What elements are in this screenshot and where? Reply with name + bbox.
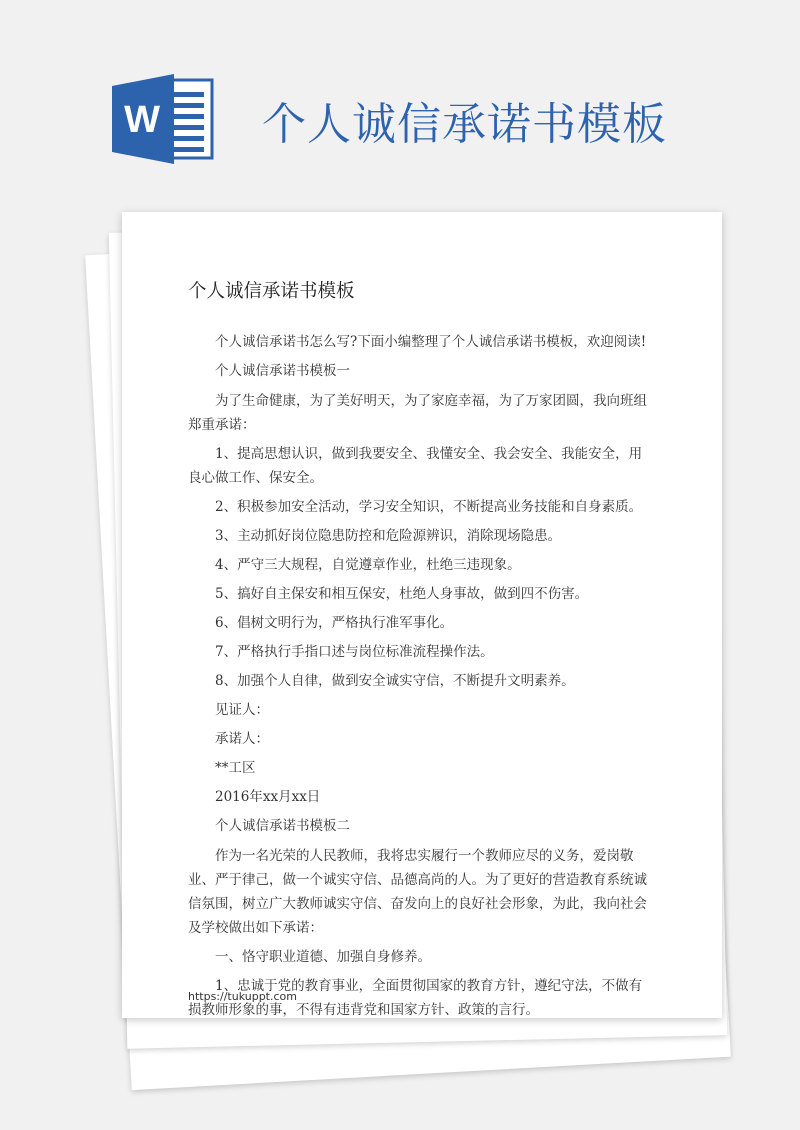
logo-letter: W xyxy=(124,99,160,141)
footer-url: https://tukuppt.com xyxy=(188,990,297,1003)
document-page xyxy=(122,212,722,1018)
intro-paragraph: 个人诚信承诺书怎么写?下面小编整理了个人诚信承诺书模板，欢迎阅读! xyxy=(215,334,647,350)
list-item: 3、主动抓好岗位隐患防控和危险源辨识，消除现场隐患。 xyxy=(215,528,562,544)
promiser-line: 承诺人： xyxy=(215,731,269,747)
list-item: 5、搞好自主保安和相互保安，杜绝人身事故，做到四不伤害。 xyxy=(215,586,589,602)
document-title: 个人诚信承诺书模板 xyxy=(188,281,355,302)
list-item: 2、积极参加安全活动，学习安全知识，不断提高业务技能和自身素质。 xyxy=(215,499,643,515)
list-item: 1、忠诚于党的教育事业，全面贯彻国家的教育方针，遵纪守法，不做有损教师形象的事，不得有违背党和国家方针、政策的言行。 xyxy=(188,978,643,1018)
section-heading-1: 个人诚信承诺书模板一 xyxy=(215,363,350,379)
header-banner xyxy=(0,0,800,200)
list-item: 1、提高思想认识，做到我要安全、我懂安全、我会安全、我能安全，用良心做工作、保安全。 xyxy=(188,446,643,486)
date-line: 2016年xx月xx日 xyxy=(215,789,321,805)
list-item: 8、加强个人自律，做到安全诚实守信，不断提升文明素养。 xyxy=(215,673,575,689)
work-area-line: **工区 xyxy=(215,760,256,776)
word-document-icon xyxy=(112,74,216,164)
banner-title: 个人诚信承诺书模板 xyxy=(262,99,667,150)
list-item: 6、倡树文明行为，严格执行准军事化。 xyxy=(215,615,454,631)
list-item: 一、恪守职业道德、加强自身修养。 xyxy=(215,949,431,965)
pledge-paragraph: 为了生命健康，为了美好明天，为了家庭幸福，为了万家团圆，我向班组郑重承诺： xyxy=(188,393,647,433)
teacher-paragraph: 作为一名光荣的人民教师，我将忠实履行一个教师应尽的义务，爱岗敬业、严于律己，做一个诚实守信、品德高尚的人。为了更好的营造教育系统诚信氛围，树立广大教师诚实守信、奋发向上的良好社会形象，为此，我向社会及学校做出如下承诺： xyxy=(188,848,647,936)
document-body xyxy=(188,270,650,1027)
witness-line: 见证人： xyxy=(215,702,269,718)
list-item: 4、严守三大规程，自觉遵章作业，杜绝三违现象。 xyxy=(215,557,521,573)
list-item: 7、严格执行手指口述与岗位标准流程操作法。 xyxy=(215,644,494,660)
section-heading-2: 个人诚信承诺书模板二 xyxy=(215,818,350,834)
